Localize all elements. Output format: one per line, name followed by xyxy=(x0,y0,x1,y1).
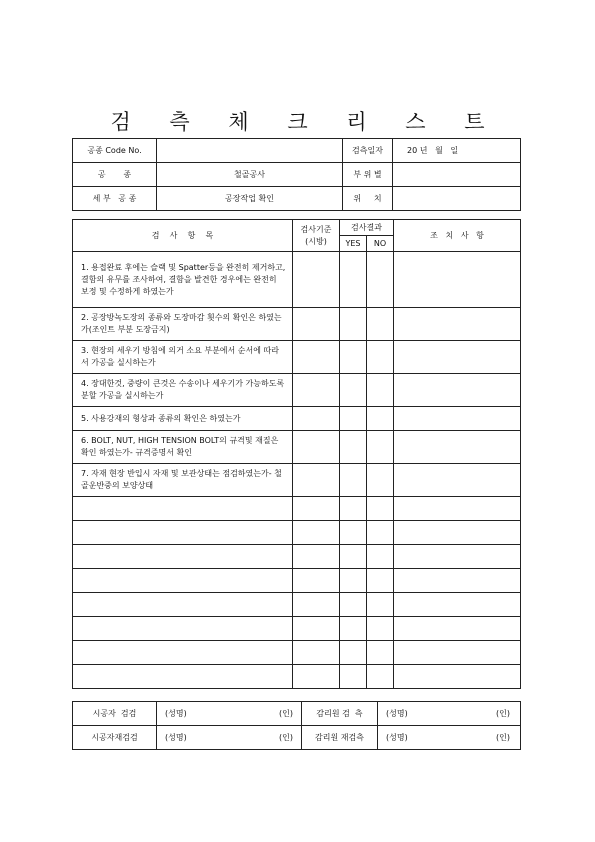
code-label: 공종 Code No. xyxy=(73,139,157,163)
table-row xyxy=(73,407,521,431)
table-row xyxy=(73,374,521,407)
dept-label: 부 위 별 xyxy=(343,163,393,187)
seal-label: (인) xyxy=(496,733,510,742)
item-text: 1. 용접완료 후에는 슬랙 및 Spatter등을 완전히 제거하고, 결함의 유무를 조사하여, 결함을 발견한 경우에는 완전히 보정 및 수정하게 하였는가 xyxy=(73,252,293,308)
detail-label: 세 부 공 종 xyxy=(73,187,157,211)
empty-row xyxy=(73,569,521,593)
signature-name-label: (성명) xyxy=(386,733,408,742)
supervisor-inspect-label: 감리원 검 측 xyxy=(302,702,378,726)
empty-row xyxy=(73,617,521,641)
detail-value: 공장작업 확인 xyxy=(157,187,343,211)
col-items-header: 검 사 항 목 xyxy=(73,220,293,252)
signature-name-label: (성명) xyxy=(165,709,187,718)
item-text: 4. 장대한것, 중량이 큰것은 수송이나 세우기가 가능하도록 분할 가공을 실시하는가 xyxy=(73,374,293,407)
date-value: 20 년 월 일 xyxy=(393,139,521,163)
empty-row xyxy=(73,641,521,665)
contractor-reinspect-signature xyxy=(157,726,302,750)
signature-table xyxy=(72,701,521,750)
table-row xyxy=(73,252,521,308)
table-row xyxy=(73,341,521,374)
checklist-table xyxy=(72,219,521,689)
table-row xyxy=(73,431,521,464)
item-text: 3. 현장의 세우기 방침에 의거 소요 부분에서 순서에 따라서 가공을 실시하는가 xyxy=(73,341,293,374)
table-row xyxy=(73,308,521,341)
type-value: 철골공사 xyxy=(157,163,343,187)
empty-row xyxy=(73,497,521,521)
supervisor-reinspect-label: 감리원 재검측 xyxy=(302,726,378,750)
location-label: 위 치 xyxy=(343,187,393,211)
empty-row xyxy=(73,593,521,617)
dept-value xyxy=(393,163,521,187)
supervisor-reinspect-signature xyxy=(378,726,521,750)
date-label: 검측일자 xyxy=(343,139,393,163)
empty-row xyxy=(73,545,521,569)
col-standard-header: 검사기준 (시방) xyxy=(293,220,340,252)
contractor-inspect-signature xyxy=(157,702,302,726)
col-yes-header: YES xyxy=(340,236,367,252)
contractor-reinspect-label: 시공자재검검 xyxy=(73,726,157,750)
signature-name-label: (성명) xyxy=(165,733,187,742)
supervisor-inspect-signature xyxy=(378,702,521,726)
item-text: 6. BOLT, NUT, HIGH TENSION BOLT의 규격및 재질은 확인 하였는가- 규격증명서 확인 xyxy=(73,431,293,464)
signature-name-label: (성명) xyxy=(386,709,408,718)
item-text: 7. 자재 현장 반입시 자재 및 보관상태는 점검하였는가- 철골운반중의 보양상태 xyxy=(73,464,293,497)
col-action-header: 조 치 사 항 xyxy=(394,220,521,252)
page-title: 검 측 체 크 리 스 트 xyxy=(110,110,501,134)
col-result-header: 검사결과 xyxy=(340,220,394,236)
seal-label: (인) xyxy=(496,709,510,718)
location-value xyxy=(393,187,521,211)
item-text: 5. 사용강재의 형상과 종류의 확인은 하였는가 xyxy=(73,407,293,431)
contractor-inspect-label: 시공자 검검 xyxy=(73,702,157,726)
col-no-header: NO xyxy=(367,236,394,252)
empty-row xyxy=(73,665,521,689)
seal-label: (인) xyxy=(279,733,293,742)
empty-row xyxy=(73,521,521,545)
info-table xyxy=(72,138,521,211)
table-row xyxy=(73,464,521,497)
item-text: 2. 공장방녹도장의 종류와 도장마감 횟수의 확인은 하였는가(조인트 부분 도장금지) xyxy=(73,308,293,341)
code-value xyxy=(157,139,343,163)
type-label: 공 종 xyxy=(73,163,157,187)
seal-label: (인) xyxy=(279,709,293,718)
